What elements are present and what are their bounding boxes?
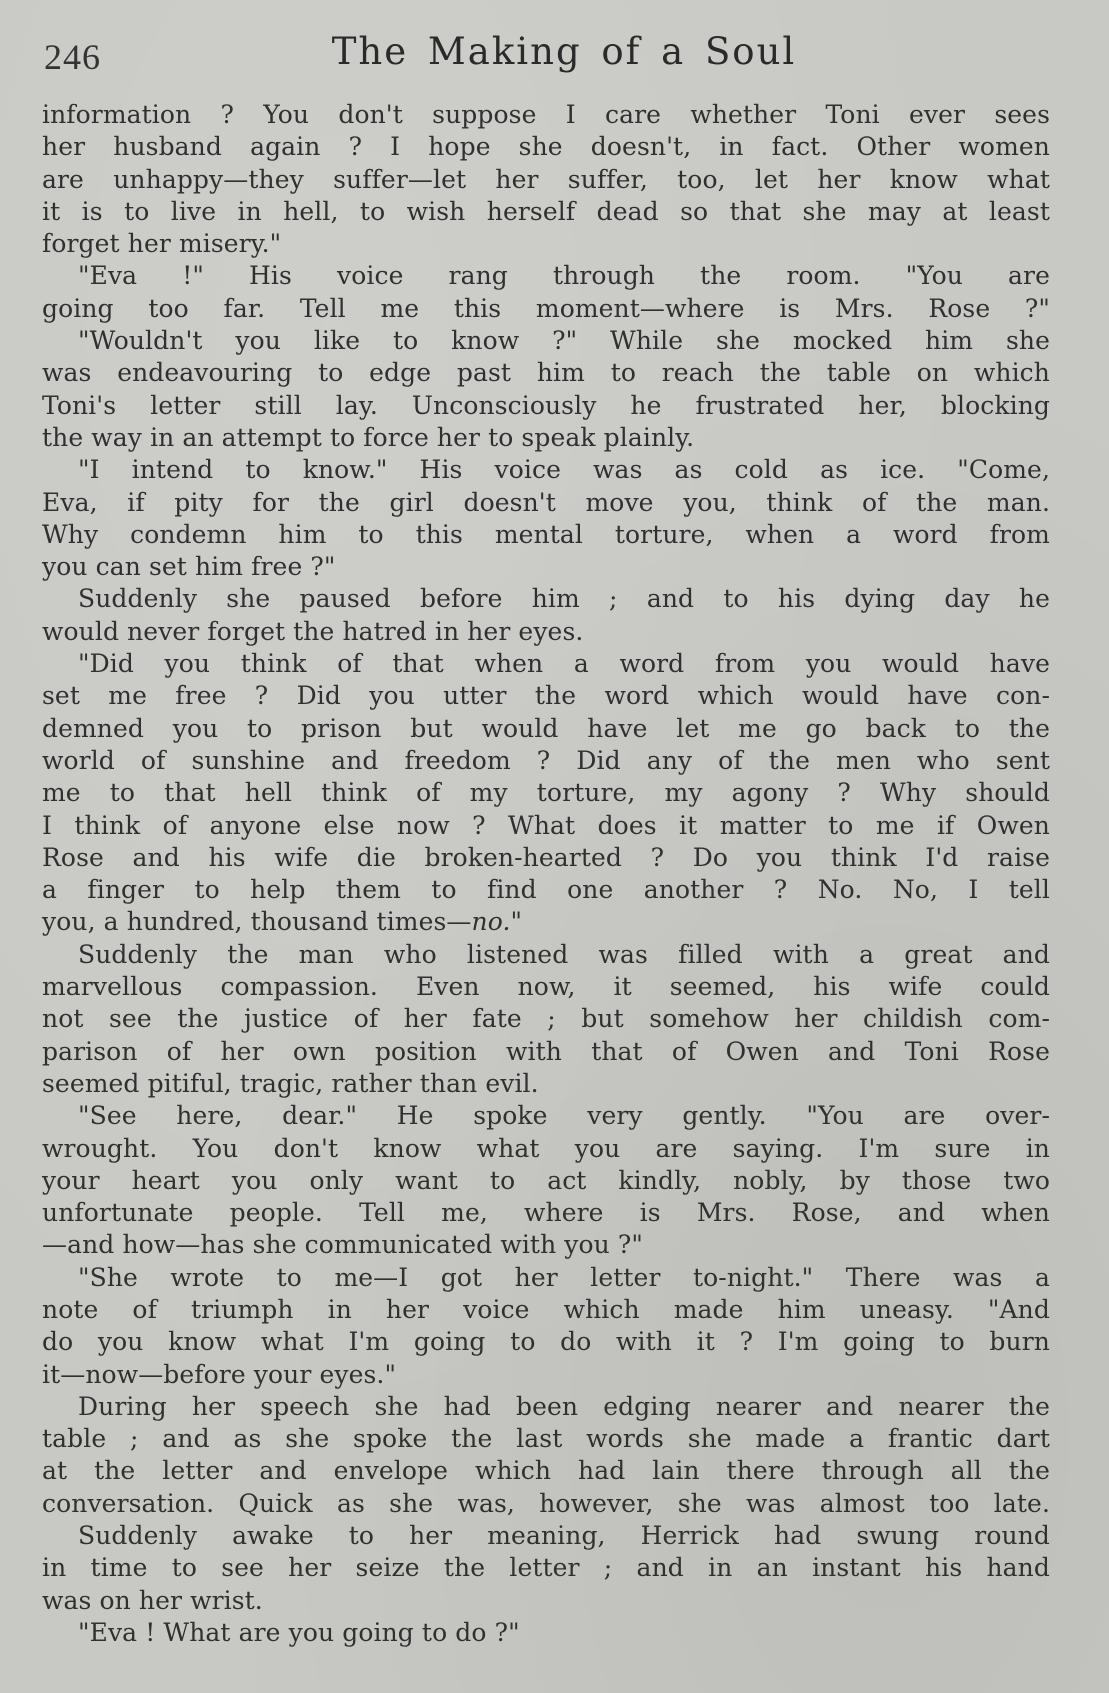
text-line-content: "Eva ! What are you going to do ?" <box>78 1617 520 1647</box>
text-line <box>42 1133 1050 1165</box>
text-line <box>42 519 1050 551</box>
body-text <box>42 99 1050 1649</box>
text-line-content: seemed pitiful, tragic, rather than evil. <box>42 1068 539 1098</box>
text-line-content: Eva, if pity for the girl doesn't move you, think of the man. <box>42 487 1050 517</box>
text-line <box>42 1326 1050 1358</box>
text-line <box>42 293 1050 325</box>
text-line-content: her husband again ? I hope she doesn't, in fact. Other women <box>42 132 1050 162</box>
text-line-content: it—now—before your eyes." <box>42 1359 397 1389</box>
text-line <box>42 745 1050 777</box>
text-line <box>42 390 1050 422</box>
text-line-content: me to that hell think of my torture, my agony ? Why should <box>42 778 1050 808</box>
text-line-content: marvellous compassion. Even now, it seemed, his wife could <box>42 972 1050 1002</box>
text-line <box>42 228 1050 260</box>
text-line-content: your heart you only want to act kindly, nobly, by those two <box>42 1165 1050 1195</box>
text-line-content: "Wouldn't you like to know ?" While she mocked him she <box>78 326 1050 356</box>
text-line <box>42 1262 1050 1294</box>
text-line-content: "Eva !" His voice rang through the room. "You are <box>78 261 1050 291</box>
text-line <box>42 1003 1050 1035</box>
text-line <box>42 842 1050 874</box>
text-line <box>42 1488 1050 1520</box>
text-line <box>42 971 1050 1003</box>
text-line-content: are unhappy—they suffer—let her suffer, too, let her know what <box>42 164 1050 194</box>
text-line-content: table ; and as she spoke the last words she made a frantic dart <box>42 1424 1050 1454</box>
text-line <box>42 939 1050 971</box>
text-line <box>42 680 1050 712</box>
text-line-content: information ? You don't suppose I care whether Toni ever sees <box>42 100 1050 129</box>
text-line-content: a finger to help them to find one another ? No. No, I tell <box>42 875 1050 905</box>
text-line <box>42 906 1050 938</box>
text-line-content: Suddenly awake to her meaning, Herrick had swung round <box>78 1521 1050 1551</box>
text-line-content: going too far. Tell me this moment—where is Mrs. Rose ?" <box>42 293 1050 323</box>
text-line-content: parison of her own position with that of Owen and Toni Rose <box>42 1036 1050 1066</box>
text-line <box>42 164 1050 196</box>
text-line-content: would never forget the hatred in her eyes. <box>42 616 584 646</box>
text-line-content: unfortunate people. Tell me, where is Mrs. Rose, and when <box>42 1198 1050 1228</box>
text-line <box>42 1036 1050 1068</box>
text-line <box>42 325 1050 357</box>
text-line <box>42 487 1050 519</box>
text-line-content: world of sunshine and freedom ? Did any of the men who sent <box>42 745 1050 775</box>
text-line-content: forget her misery." <box>42 229 282 259</box>
text-line-content: Why condemn him to this mental torture, when a word from <box>42 519 1050 549</box>
text-line <box>42 1585 1050 1617</box>
text-line-content: —and how—has she communicated with you ?" <box>42 1230 644 1260</box>
closing-quote: " <box>510 907 523 937</box>
text-line <box>42 196 1050 228</box>
text-line <box>42 1423 1050 1455</box>
text-line-content: in time to see her seize the letter ; and in an instant his hand <box>42 1553 1050 1583</box>
text-line-content: it is to live in hell, to wish herself dead so that she may at least <box>42 196 1050 226</box>
text-line <box>42 777 1050 809</box>
italic-word: no. <box>471 907 511 937</box>
text-line <box>42 260 1050 292</box>
text-line <box>42 874 1050 906</box>
text-line <box>42 357 1050 389</box>
page-number: 246 <box>44 37 101 77</box>
text-line-content: Suddenly the man who listened was filled with a great and <box>78 939 1050 969</box>
text-line-content: I think of anyone else now ? What does it matter to me if Owen <box>42 810 1050 840</box>
text-line-content: "See here, dear." He spoke very gently. "You are over- <box>78 1101 1050 1131</box>
text-line-content: was endeavouring to edge past him to reach the table on which <box>42 358 1050 388</box>
text-line <box>42 1165 1050 1197</box>
text-line <box>42 422 1050 454</box>
text-line-content: conversation. Quick as she was, however, she was almost too late. <box>42 1488 1050 1518</box>
text-line-content: was on her wrist. <box>42 1585 263 1615</box>
text-line <box>42 1068 1050 1100</box>
text-line-content: "She wrote to me—I got her letter to-night." There was a <box>78 1262 1050 1292</box>
text-line-content: "Did you think of that when a word from you would have <box>78 649 1050 679</box>
text-line-content: not see the justice of her fate ; but somehow her childish com- <box>42 1004 1050 1034</box>
text-line-content: During her speech she had been edging nearer and nearer the <box>78 1391 1050 1421</box>
text-line <box>42 1617 1050 1649</box>
text-line <box>42 1359 1050 1391</box>
text-line-content: you, a hundred, thousand times— <box>42 907 472 937</box>
text-line <box>42 99 1050 131</box>
text-line-content: demned you to prison but would have let me go back to the <box>42 713 1050 743</box>
text-line <box>42 1294 1050 1326</box>
text-line <box>42 551 1050 583</box>
text-line-content: "I intend to know." His voice was as cold as ice. "Come, <box>78 455 1050 485</box>
text-line <box>42 583 1050 615</box>
text-line-content: wrought. You don't know what you are saying. I'm sure in <box>42 1133 1050 1163</box>
text-line <box>42 131 1050 163</box>
text-line <box>42 810 1050 842</box>
running-title: The Making of a Soul <box>331 30 797 73</box>
text-line <box>42 1100 1050 1132</box>
text-line <box>42 1197 1050 1229</box>
text-line <box>42 1520 1050 1552</box>
text-line <box>42 1552 1050 1584</box>
text-line-content: at the letter and envelope which had lain there through all the <box>42 1456 1050 1486</box>
text-line-content: set me free ? Did you utter the word which would have con- <box>42 681 1050 711</box>
text-line <box>42 648 1050 680</box>
text-line <box>42 1229 1050 1261</box>
text-line-content: Suddenly she paused before him ; and to his dying day he <box>78 584 1050 614</box>
text-line <box>42 1455 1050 1487</box>
text-line <box>42 616 1050 648</box>
text-line-content: Rose and his wife die broken-hearted ? Do you think I'd raise <box>42 842 1050 872</box>
text-line-content: Toni's letter still lay. Unconsciously he frustrated her, blocking <box>42 390 1050 420</box>
text-line-content: do you know what I'm going to do with it ? I'm going to burn <box>42 1327 1050 1357</box>
text-line <box>42 454 1050 486</box>
text-line <box>42 713 1050 745</box>
text-line <box>42 1391 1050 1423</box>
text-line-content: note of triumph in her voice which made him uneasy. "And <box>42 1294 1050 1324</box>
page-header <box>44 28 1044 88</box>
text-line-content: you can set him free ?" <box>42 552 336 582</box>
text-line-content: the way in an attempt to force her to speak plainly. <box>42 422 695 452</box>
